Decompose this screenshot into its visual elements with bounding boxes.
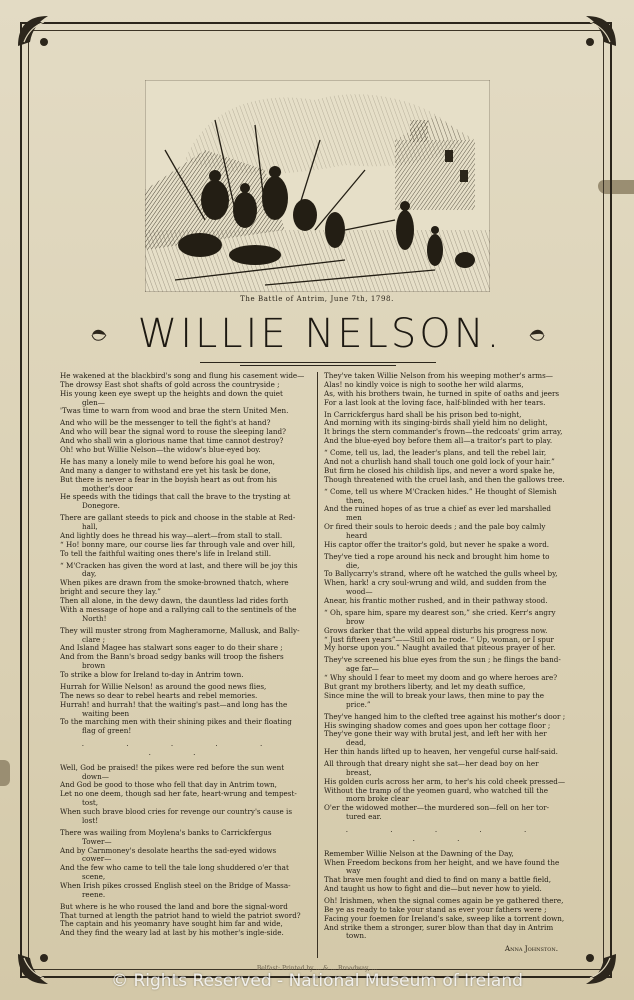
- battle-engraving-illustration: [145, 80, 490, 292]
- poem-line: And by Carnmoney's desolate hearths the sad-eyed widows: [60, 846, 277, 855]
- poem-line: mother's door: [82, 484, 133, 493]
- poem-line: When such brave blood cries for revenge our country's cause is: [60, 807, 293, 816]
- poem-line: Let no one deem, though sad her fate, heart-wrung and tempest-: [60, 790, 297, 799]
- poem-line: And Island Magee has stalwart sons eager to do their share ;: [60, 644, 283, 653]
- stanza: [324, 372, 568, 407]
- poem-line: They will muster strong from Magheramorne, Mallusk, and Bally-: [60, 626, 300, 635]
- poem-line: O'er the widowed mother—the murdered son—fell on her tor-: [324, 804, 550, 813]
- corner-ornament-icon: [14, 12, 54, 50]
- poem-line: Hurrah! and hurrah! that the waiting's past—and long has the: [60, 700, 288, 709]
- poem-line: For a last look at the loving face, half-blinded with her tears.: [324, 398, 546, 407]
- poem-line: breast,: [346, 768, 372, 777]
- stanza: [324, 656, 568, 709]
- poem-line: “ Oh, spare him, spare my dearest son,” she cried. Kerr's angry: [324, 609, 556, 618]
- stanza: [60, 562, 304, 624]
- poem-line: lost!: [82, 816, 99, 825]
- stanza: [324, 897, 568, 941]
- poem-line: men: [346, 514, 362, 523]
- poem-line: waiting been: [82, 709, 130, 718]
- poem-line: The news so dear to rebel hearts and rebel memories.: [60, 691, 258, 700]
- poem-line: But where is he who roused the land and bore the signal-word: [60, 902, 288, 911]
- poem-line: “ Just fifteen years”——Still on he rode. “ Up, woman, or I spur: [324, 635, 554, 644]
- poem-line: Remember Willie Nelson at the Dawning of the Day,: [324, 849, 514, 858]
- poem-line: brow: [346, 617, 365, 626]
- poem-line: To strike a blow for Ireland to-day in Antrim town.: [60, 670, 244, 679]
- section-dots: . . . . . . .: [81, 739, 283, 757]
- poem-line: age far—: [346, 665, 379, 674]
- poem-line: glen—: [82, 398, 105, 407]
- poem-line: And who will be the messenger to tell the fight's at hand?: [60, 419, 271, 428]
- poem-column-right: [324, 372, 568, 953]
- poem-line: As, with his brothers twain, he turned in spite of oaths and jeers: [324, 389, 560, 398]
- poem-line: There are gallant steeds to pick and choose in the stable at Red-: [60, 514, 296, 523]
- poem-line: way: [346, 867, 361, 876]
- rights-watermark: © Rights Reserved - National Museum of Ireland: [111, 971, 523, 991]
- title-rule: [200, 362, 436, 363]
- poem-line: morn broke clear: [346, 795, 410, 804]
- poem-line: When Irish pikes crossed English steel on the Bridge of Massa-: [60, 881, 291, 890]
- poem-line: day,: [82, 570, 97, 579]
- poem-line: And God be good to those who fell that day in Antrim town,: [60, 781, 277, 790]
- poem-line: And morning with its singing-birds shall yield him no delight,: [324, 419, 548, 428]
- poem-line: And who will bear the signal word to rouse the sleeping land?: [60, 428, 286, 437]
- poem-line: The drowsy East shot shafts of gold across the countryside ;: [60, 380, 280, 389]
- paper-tear: [0, 760, 10, 786]
- poem-line: In Carrickfergus hard shall be his prison bed to-night,: [324, 410, 522, 419]
- poem-line: Though threatened with the cruel lash, and then the gallows tree.: [324, 475, 565, 484]
- poem-line: down—: [82, 772, 109, 781]
- poem-line: scene,: [82, 873, 106, 882]
- poem-line: They've screened his blue eyes from the sun ; he flings the band-: [324, 656, 561, 665]
- poem-line: To Ballycarry's strand, where oft he watched the gulls wheel by,: [324, 570, 558, 579]
- poem-line: And from the Bann's broad sedgy banks will troop the fishers: [60, 653, 284, 662]
- stanza: [324, 553, 568, 606]
- poem-line: They've tied a rope around his neck and brought him home to: [324, 552, 550, 561]
- fleuron-icon: [528, 326, 546, 344]
- poem-line: heard: [346, 531, 368, 540]
- poem-line: And the ruined hopes of as true a chief as ever led marshalled: [324, 505, 551, 514]
- stanza: [60, 372, 304, 416]
- poem-line: His golden curls across her arm, to her's his cold cheek pressed—: [324, 777, 566, 786]
- poem-line: “ M'Cracken has given the word at last, and there will be joy this: [60, 561, 298, 570]
- stanza: [324, 760, 568, 822]
- poem-line: My horse upon you.” Naught availed that piteous prayer of her.: [324, 644, 556, 653]
- section-dots: . . . . . . .: [345, 825, 547, 843]
- title-block: [100, 312, 540, 356]
- poem-line: Well, God be praised! the pikes were red before the sun went: [60, 763, 285, 772]
- poem-line: All through that dreary night she sat—her dead boy on her: [324, 760, 539, 769]
- poem-line: And strike them a stronger, surer blow than that day in Antrim: [324, 923, 554, 932]
- stanza: [324, 713, 568, 757]
- poem-line: Oh! Irishmen, when the signal comes again be ye gathered there,: [324, 897, 564, 906]
- stanza: [60, 683, 304, 736]
- stanza: [60, 458, 304, 511]
- poem-line: And taught us how to fight and die—but never how to yield.: [324, 885, 542, 894]
- poem-line: reene.: [82, 890, 106, 899]
- poem-line: That brave men fought and died to find on many a battle field,: [324, 876, 552, 885]
- poem-line: Since mine the will to break your laws, then mine to pay the: [324, 691, 545, 700]
- poem-line: “ Come, tell us, lad, the leader's plans, and tell the rebel lair,: [324, 449, 547, 458]
- poem-line: wood—: [346, 588, 373, 597]
- poem-line: And many a danger to withstand ere yet his task be done,: [60, 466, 271, 475]
- poem-line: And the few who came to tell the tale long shuddered o'er that: [60, 864, 289, 873]
- poem-line: His young keen eye swept up the heights and down the quiet: [60, 389, 283, 398]
- poem-title: WILLIE NELSON.: [137, 311, 503, 357]
- stanza: [324, 449, 568, 484]
- poem-line: flag of green!: [82, 727, 132, 736]
- poem-line: North!: [82, 614, 107, 623]
- poem-line: die,: [346, 561, 360, 570]
- poem-line: There was wailing from Moylena's banks to Carrickfergus: [60, 828, 272, 837]
- poem-line: Anear, his frantic mother rushed, and in their pathway stood.: [324, 597, 548, 605]
- poem-line: To the marching men with their shining pikes and their floating: [60, 718, 292, 727]
- poem-line: When pikes are drawn from the smoke-browned thatch, where: [60, 579, 289, 588]
- poem-line: hall,: [82, 523, 98, 532]
- poem-line: To tell the faithful waiting ones there's life in Ireland still.: [60, 549, 271, 558]
- poem-line: The captain and his yeomanry have sought him far and wide,: [60, 920, 283, 929]
- poem-line: Hurrah for Willie Nelson! as around the good news flies,: [60, 682, 267, 691]
- poem-line: But firm he closed his childish lips, and never a word spake he,: [324, 466, 555, 475]
- poem-line: And they find the weary lad at last by his mother's ingle-side.: [60, 929, 284, 938]
- poem-line: Tower—: [82, 837, 112, 846]
- stanza: [60, 514, 304, 558]
- poem-line: They've hanged him to the clefted tree against his mother's door ;: [324, 712, 566, 721]
- poem-line: brown: [82, 662, 106, 671]
- poem-line: cower—: [82, 855, 112, 864]
- poem-line: With a message of hope and a rallying call to the sentinels of the: [60, 605, 297, 614]
- poem-line: price.”: [346, 700, 371, 709]
- stanza: [324, 488, 568, 550]
- poem-line: When, hark! a cry soul-wrung and wild, and sudden from the: [324, 579, 547, 588]
- stanza: [60, 764, 304, 826]
- author-signature: Anna Johnston.: [504, 943, 558, 953]
- poem-line: dead,: [346, 739, 367, 748]
- poem-line: 'Twas time to warn from wood and brae the stern United Men.: [60, 407, 289, 416]
- poem-line: Facing your foemen for Ireland's sake, sweep like a torrent down,: [324, 914, 565, 923]
- poem-line: clare ;: [82, 635, 106, 644]
- poem-line: And the blue-eyed boy before them all—a traitor's part to play.: [324, 437, 553, 446]
- poem-line: tured ear.: [346, 813, 382, 822]
- poem-line: His captor offer the traitor's gold, but never he spake a word.: [324, 540, 550, 549]
- corner-ornament-icon: [580, 12, 620, 50]
- poem-line: They've gone their way with brutal jest, and left her with her: [324, 730, 547, 739]
- poem-line: Her thin hands lifted up to heaven, her vengeful curse half-said.: [324, 748, 558, 757]
- poem-line: Without the tramp of the yeomen guard, who watched till the: [324, 786, 548, 795]
- poem-line: And not a churlish hand shall touch one gold lock of your hair.”: [324, 457, 555, 466]
- poem-line: That turned at length the patriot hand to wield the patriot sword?: [60, 911, 301, 920]
- poem-line: Grows darker that the wild appeal disturbs his progress now.: [324, 626, 548, 635]
- stanza: [324, 850, 568, 894]
- printer-imprint: Belfast: Printed by ... & ... Broadway, ...: [256, 965, 378, 972]
- poem-column-left: [60, 372, 304, 941]
- stanza: [60, 829, 304, 900]
- poem-line: Donegore.: [82, 502, 120, 511]
- poem-line: “ Ho! bonny mare, our course lies far through vale and over hill,: [60, 540, 296, 549]
- poem-line: His swinging shadow comes and goes upon her cottage floor ;: [324, 721, 551, 730]
- poem-line: It brings the stern commander's frown—the redcoats' grim array,: [324, 428, 563, 437]
- poem-line: “ Come, tell us where M'Cracken hides.” He thought of Slemish: [324, 487, 557, 496]
- poem-line: “ Why should I fear to meet my doom and go where heroes are?: [324, 674, 558, 683]
- poem-line: Alas! no kindly voice is nigh to soothe her wild alarms,: [324, 380, 524, 389]
- poem-line: When Freedom beckons from her height, and we have found the: [324, 858, 560, 867]
- poem-line: And who shall win a glorious name that time cannot destroy?: [60, 437, 284, 446]
- stanza: [60, 419, 304, 454]
- poem-line: They've taken Willie Nelson from his weeping mother's arms—: [324, 372, 553, 380]
- poem-line: He speeds with the tidings that call the brave to the trysting at: [60, 493, 291, 502]
- poem-line: But grant my brothers liberty, and let my death suffice,: [324, 682, 526, 691]
- stanza: [324, 609, 568, 653]
- stanza: [324, 411, 568, 446]
- poem-line: He has many a lonely mile to wend before his goal he won,: [60, 457, 275, 466]
- poem-line: Be ye as ready to take your stand as ever your fathers were ;: [324, 905, 547, 914]
- title-rule: [240, 365, 396, 366]
- poem-line: But there is never a fear in the boyish heart as out from his: [60, 475, 277, 484]
- poem-line: town.: [346, 932, 367, 941]
- illustration-caption: The Battle of Antrim, June 7th, 1798.: [240, 295, 394, 303]
- poem-line: Then all alone, in the dewy dawn, the dauntless lad rides forth: [60, 597, 289, 605]
- poem-line: And lightly does he thread his way—alert—from stall to stall.: [60, 531, 283, 540]
- poem-line: Oh! who but Willie Nelson—the widow's blue-eyed boy.: [60, 445, 261, 454]
- poem-line: tost,: [82, 799, 99, 808]
- column-divider: [317, 372, 318, 958]
- stanza: [60, 903, 304, 938]
- poem-line: bright and secure they lay.”: [60, 588, 161, 597]
- poem-line: Or fired their souls to heroic deeds ; and the pale boy calmly: [324, 523, 546, 532]
- poem-line: then,: [346, 496, 365, 505]
- stanza: [60, 627, 304, 680]
- poem-line: He wakened at the blackbird's song and flung his casement wide—: [60, 372, 304, 380]
